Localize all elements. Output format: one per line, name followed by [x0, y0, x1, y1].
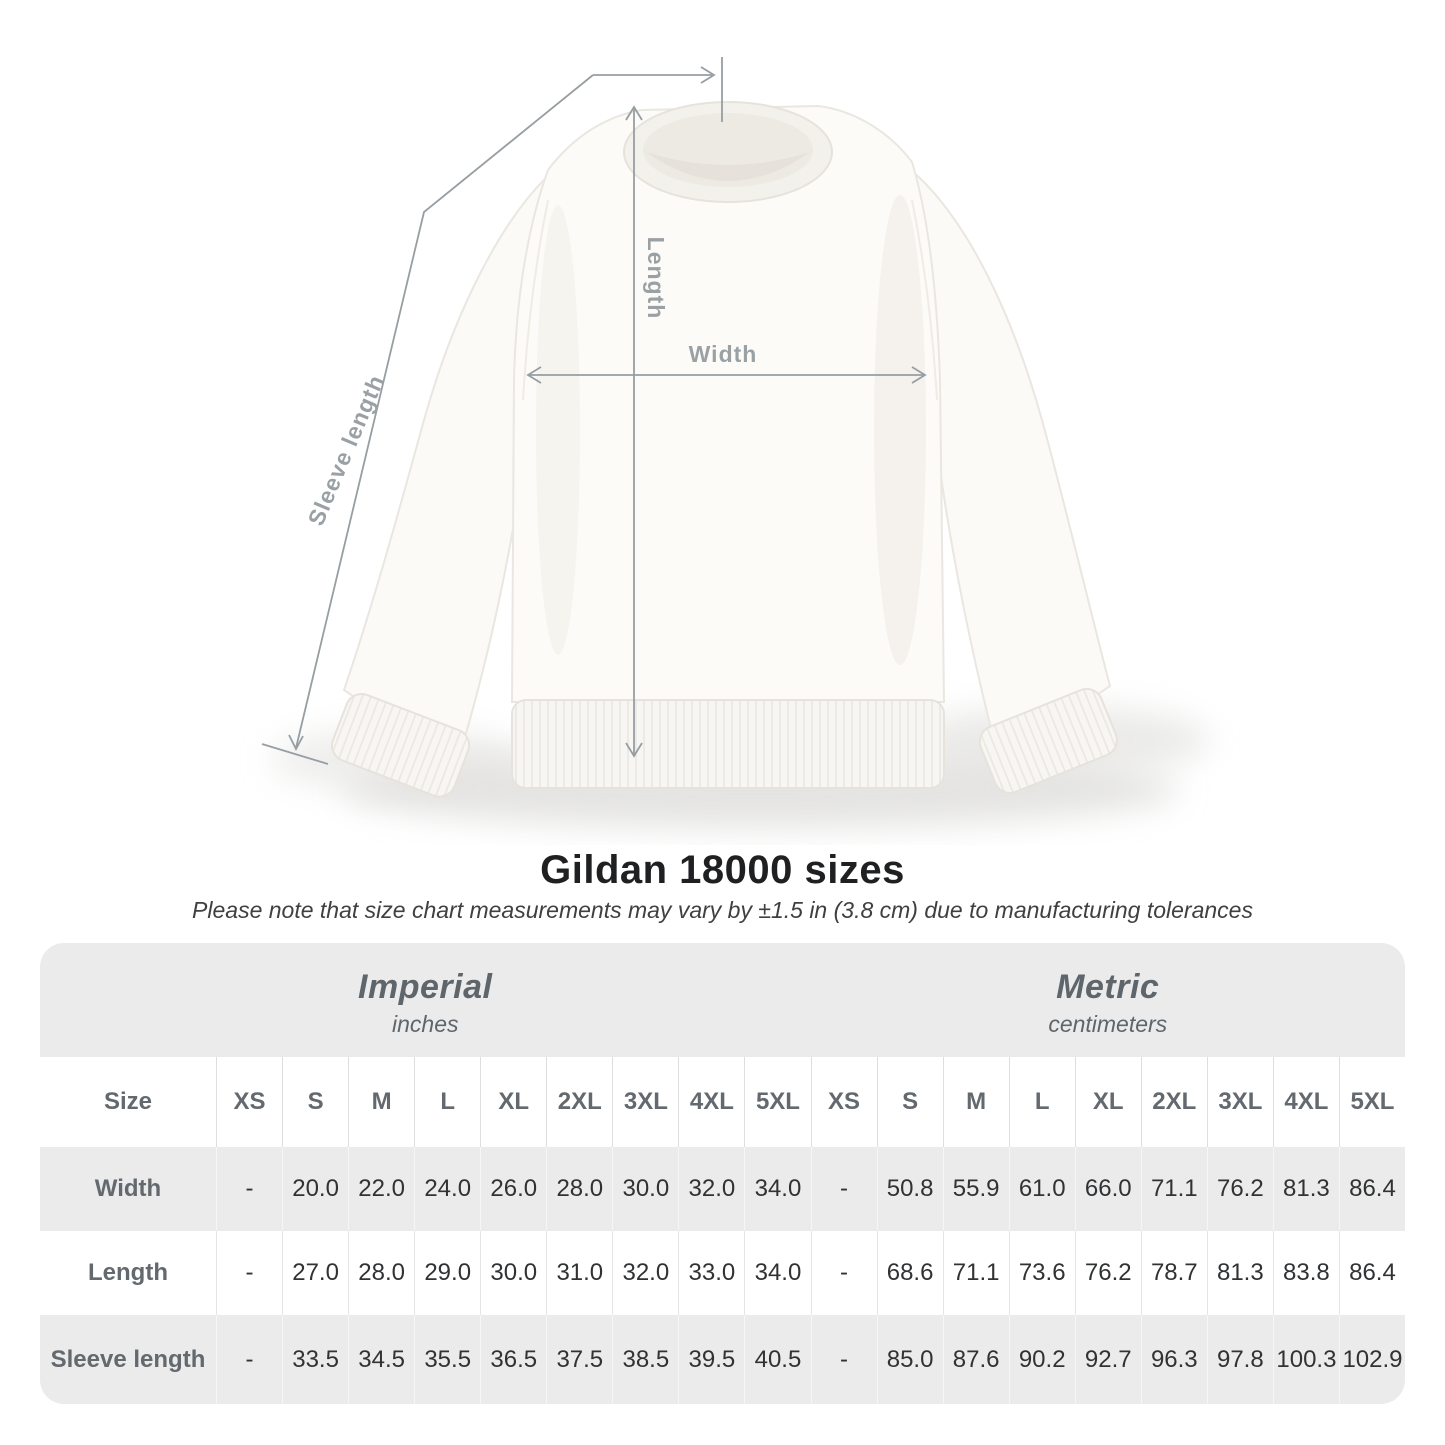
width-imperial-l: 24.0: [414, 1147, 480, 1231]
sleeve-imperial-xs: -: [216, 1315, 282, 1404]
length-imperial-xs: -: [216, 1231, 282, 1315]
length-metric-l: 73.6: [1009, 1231, 1075, 1315]
imperial-size-header-s: S: [282, 1057, 348, 1147]
width-metric-s: 50.8: [877, 1147, 943, 1231]
width-imperial-4xl: 32.0: [678, 1147, 744, 1231]
sleeve-metric-s: 85.0: [877, 1315, 943, 1404]
imperial-size-header-xl: XL: [480, 1057, 546, 1147]
width-imperial-3xl: 30.0: [612, 1147, 678, 1231]
imperial-size-header-4xl: 4XL: [678, 1057, 744, 1147]
width-metric-xs: -: [811, 1147, 877, 1231]
length-imperial-s: 27.0: [282, 1231, 348, 1315]
width-imperial-s: 20.0: [282, 1147, 348, 1231]
width-metric-2xl: 71.1: [1141, 1147, 1207, 1231]
length-metric-2xl: 78.7: [1141, 1231, 1207, 1315]
imperial-size-header-2xl: 2XL: [546, 1057, 612, 1147]
sleeve-metric-xs: -: [811, 1315, 877, 1404]
collar: [624, 102, 832, 202]
width-metric-3xl: 76.2: [1207, 1147, 1273, 1231]
sleeve-imperial-2xl: 37.5: [546, 1315, 612, 1404]
sleeve-metric-4xl: 100.3: [1273, 1315, 1339, 1404]
length-metric-3xl: 81.3: [1207, 1231, 1273, 1315]
metric-label: Metric: [1056, 968, 1160, 1006]
page-title: Gildan 18000 sizes: [540, 848, 905, 892]
sleeve-metric-xl: 92.7: [1075, 1315, 1141, 1404]
metric-size-header-xl: XL: [1075, 1057, 1141, 1147]
sleeve-imperial-xl: 36.5: [480, 1315, 546, 1404]
length-metric-s: 68.6: [877, 1231, 943, 1315]
length-imperial-4xl: 33.0: [678, 1231, 744, 1315]
width-imperial-xs: -: [216, 1147, 282, 1231]
unit-group-metric: [811, 943, 1406, 1057]
sleeve-imperial-m: 34.5: [348, 1315, 414, 1404]
size-column-header: Size: [40, 1057, 216, 1147]
metric-size-header-5xl: 5XL: [1339, 1057, 1405, 1147]
width-metric-m: 55.9: [943, 1147, 1009, 1231]
width-imperial-5xl: 34.0: [744, 1147, 810, 1231]
imperial-size-header-5xl: 5XL: [744, 1057, 810, 1147]
metric-size-header-3xl: 3XL: [1207, 1057, 1273, 1147]
sleeve-metric-5xl: 102.9: [1339, 1315, 1405, 1404]
length-metric-4xl: 83.8: [1273, 1231, 1339, 1315]
imperial-size-header-3xl: 3XL: [612, 1057, 678, 1147]
length-imperial-3xl: 32.0: [612, 1231, 678, 1315]
sleeve-metric-l: 90.2: [1009, 1315, 1075, 1404]
tolerance-note: Please note that size chart measurements may vary by ±1.5 in (3.8 cm) due to manufacturing tolerances: [192, 897, 1253, 923]
sleeve-imperial-4xl: 39.5: [678, 1315, 744, 1404]
length-metric-m: 71.1: [943, 1231, 1009, 1315]
metric-size-header-xs: XS: [811, 1057, 877, 1147]
width-metric-l: 61.0: [1009, 1147, 1075, 1231]
metric-size-header-m: M: [943, 1057, 1009, 1147]
sleeve-imperial-s: 33.5: [282, 1315, 348, 1404]
length-imperial-xl: 30.0: [480, 1231, 546, 1315]
row-label-width: Width: [94, 1175, 162, 1202]
sleeve-imperial-3xl: 38.5: [612, 1315, 678, 1404]
sleeve-metric-m: 87.6: [943, 1315, 1009, 1404]
length-imperial-2xl: 31.0: [546, 1231, 612, 1315]
width-metric-xl: 66.0: [1075, 1147, 1141, 1231]
length-label: Length: [643, 236, 669, 320]
imperial-size-header-m: M: [348, 1057, 414, 1147]
metric-size-header-s: S: [877, 1057, 943, 1147]
unit-group-imperial: [40, 943, 811, 1057]
sleeve-metric-2xl: 96.3: [1141, 1315, 1207, 1404]
metric-size-header-2xl: 2XL: [1141, 1057, 1207, 1147]
length-imperial-m: 28.0: [348, 1231, 414, 1315]
length-imperial-l: 29.0: [414, 1231, 480, 1315]
sleeve-length-label: Sleeve length: [302, 370, 390, 530]
sleeve-imperial-5xl: 40.5: [744, 1315, 810, 1404]
imperial-size-header-xs: XS: [216, 1057, 282, 1147]
imperial-size-header-l: L: [414, 1057, 480, 1147]
width-label: Width: [688, 341, 758, 367]
length-metric-xl: 76.2: [1075, 1231, 1141, 1315]
width-imperial-2xl: 28.0: [546, 1147, 612, 1231]
sweatshirt-body: [512, 106, 944, 788]
width-imperial-m: 22.0: [348, 1147, 414, 1231]
sleeve-metric-3xl: 97.8: [1207, 1315, 1273, 1404]
metric-size-header-l: L: [1009, 1057, 1075, 1147]
imperial-label: Imperial: [358, 968, 493, 1006]
width-metric-4xl: 81.3: [1273, 1147, 1339, 1231]
metric-size-header-4xl: 4XL: [1273, 1057, 1339, 1147]
length-metric-5xl: 86.4: [1339, 1231, 1405, 1315]
imperial-sublabel: inches: [392, 1011, 459, 1037]
size-table: [40, 943, 1405, 1404]
row-label-length: Length: [40, 1231, 216, 1315]
width-metric-5xl: 86.4: [1339, 1147, 1405, 1231]
row-label-sleeve-length: Sleeve length: [50, 1345, 206, 1373]
length-imperial-5xl: 34.0: [744, 1231, 810, 1315]
length-metric-xs: -: [811, 1231, 877, 1315]
waistband: [512, 700, 944, 788]
metric-sublabel: centimeters: [1048, 1011, 1168, 1037]
width-imperial-xl: 26.0: [480, 1147, 546, 1231]
sleeve-imperial-l: 35.5: [414, 1315, 480, 1404]
